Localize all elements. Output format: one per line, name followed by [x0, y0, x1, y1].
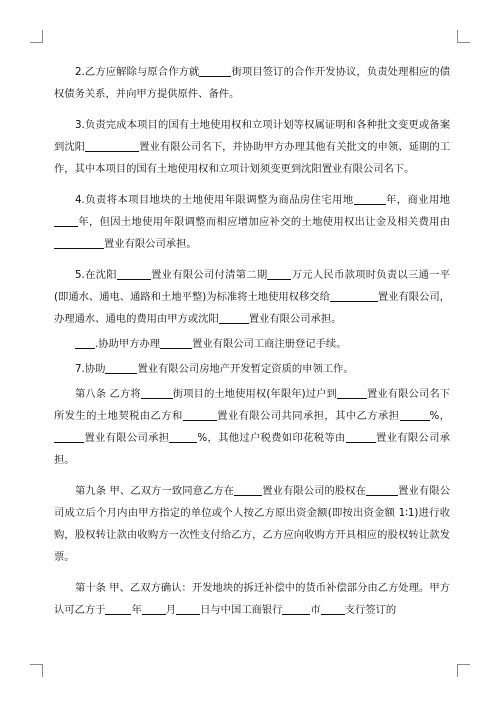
- clause-text: 万元人民币款项时负责以三通一平(即通水、通电、通路和土地平整)为标准将土地使用权移交给: [54, 269, 451, 303]
- blank-line: [337, 387, 367, 399]
- clause-text: 置业有限公司成立后个月内由甲方指定的单位或个人按乙方原出资金额(即按出资金额 1∶1)进行收购，股权转让款由收购方一次性支付给乙方，乙方应向收购方开具相应的股权转让款发票。: [54, 485, 451, 563]
- clause-text: 置业有限公司工商注册登记手续。: [192, 338, 347, 350]
- clause-text: 日与中国工商银行: [200, 604, 283, 616]
- article-8: [54, 383, 450, 471]
- clause-6: [54, 333, 450, 355]
- clause-text: 市: [310, 604, 321, 616]
- clause-text: 置业有限公司付清第二期: [150, 269, 268, 281]
- clause-text: 年，商业用地: [385, 194, 451, 206]
- clause-text: 置业有限公司承担。: [54, 432, 450, 466]
- clause-text: 置业有限公司，办理通水、通电的费用由甲方或沈阳: [54, 291, 450, 325]
- blank-line: [282, 603, 310, 615]
- blank-line: [219, 312, 249, 324]
- blank-line: [169, 431, 197, 443]
- blank-line: [160, 337, 192, 349]
- clause-text: 年: [131, 604, 142, 616]
- blank-line: [234, 484, 262, 496]
- blank-line: [321, 603, 345, 615]
- crop-mark-bottom-right: [457, 664, 470, 677]
- blank-line: [54, 237, 104, 249]
- clause-5: [54, 264, 450, 330]
- blank-line: [141, 387, 173, 399]
- blank-line: [85, 140, 139, 152]
- article-9: [54, 480, 450, 568]
- blank-line: [54, 431, 84, 443]
- clause-text: %，: [429, 410, 451, 422]
- blank-line: [267, 268, 291, 280]
- clause-text: %，其他过户税费如印花税等由: [197, 432, 346, 444]
- clause-text: 4.负责将本项目地块的土地使用年限调整为商品房住宅用地: [75, 194, 354, 206]
- article-10: [54, 577, 450, 621]
- clause-text: 置业有限公司承担。: [104, 238, 197, 250]
- clause-text: 第九条 甲、乙双方一致同意乙方在: [75, 485, 235, 497]
- clause-text: 2.乙方应解除与原合作方就: [75, 66, 200, 78]
- clause-text: 月: [165, 604, 177, 616]
- clause-text: 置业有限公司名下，并协助甲方办理其他有关批文的申领、延期的工作，其中本项目的国有土地使用权和立项计划须变更到沈阳置业有限公司名下。: [54, 141, 451, 175]
- crop-mark-top-left: [30, 30, 43, 43]
- blank-line: [400, 409, 430, 421]
- blank-line: [346, 431, 376, 443]
- clause-3: [54, 114, 450, 180]
- blank-line: [176, 603, 200, 615]
- crop-mark-bottom-left: [30, 664, 43, 677]
- clause-text: 置业有限公司的股权在: [262, 485, 367, 497]
- clause-text: 第八条 乙方将: [75, 388, 141, 400]
- clause-2: [54, 61, 450, 105]
- blank-line: [354, 193, 386, 205]
- clause-text: 3.负责完成本项目的国有土地使用权和立项计划等权属证明和各种批文变更或备案到沈阳: [54, 119, 450, 153]
- blank-line: [183, 409, 217, 421]
- blank-line: [199, 65, 231, 77]
- blank-line: [142, 603, 166, 615]
- blank-line: [366, 484, 398, 496]
- blank-line: [117, 268, 151, 280]
- clause-7: [54, 358, 450, 380]
- blank-line: [105, 362, 137, 374]
- clause-text: 置业有限公司承担: [84, 432, 170, 444]
- clause-text: 置业有限公司共同承担，其中乙方承担: [216, 410, 400, 422]
- document-body: [54, 61, 450, 621]
- clause-text: 置业有限公司名下所发生的土地契税由乙方和: [54, 388, 451, 422]
- clause-4: [54, 189, 450, 255]
- clause-text: .协助甲方办理: [95, 338, 161, 350]
- clause-text: 支行签订的: [344, 604, 397, 616]
- crop-mark-top-right: [457, 30, 470, 43]
- blank-line: [54, 215, 78, 227]
- clause-text: 5.在沈阳: [75, 269, 117, 281]
- blank-line: [330, 290, 378, 302]
- clause-text: 第十条 甲、乙双方确认：开发地块的拆迁补偿中的货币补偿部分由乙方处理。甲方认可乙方于: [54, 582, 450, 616]
- blank-line: [75, 337, 95, 349]
- clause-text: 7.协助: [75, 363, 106, 375]
- clause-text: 置业有限公司房地产开发暂定资质的申领工作。: [137, 363, 354, 375]
- clause-text: 街项目签订的合作开发协议，负责处理相应的债权债务关系，并向甲方提供原件、备件。: [54, 66, 451, 100]
- clause-text: 街项目的土地使用权(年限年)过户到: [172, 388, 337, 400]
- clause-text: 置业有限公司承担。: [248, 313, 342, 325]
- blank-line: [105, 603, 131, 615]
- clause-text: 年，但因土地使用年限调整而相应增加应补交的土地使用权出让金及相关费用由: [78, 216, 450, 228]
